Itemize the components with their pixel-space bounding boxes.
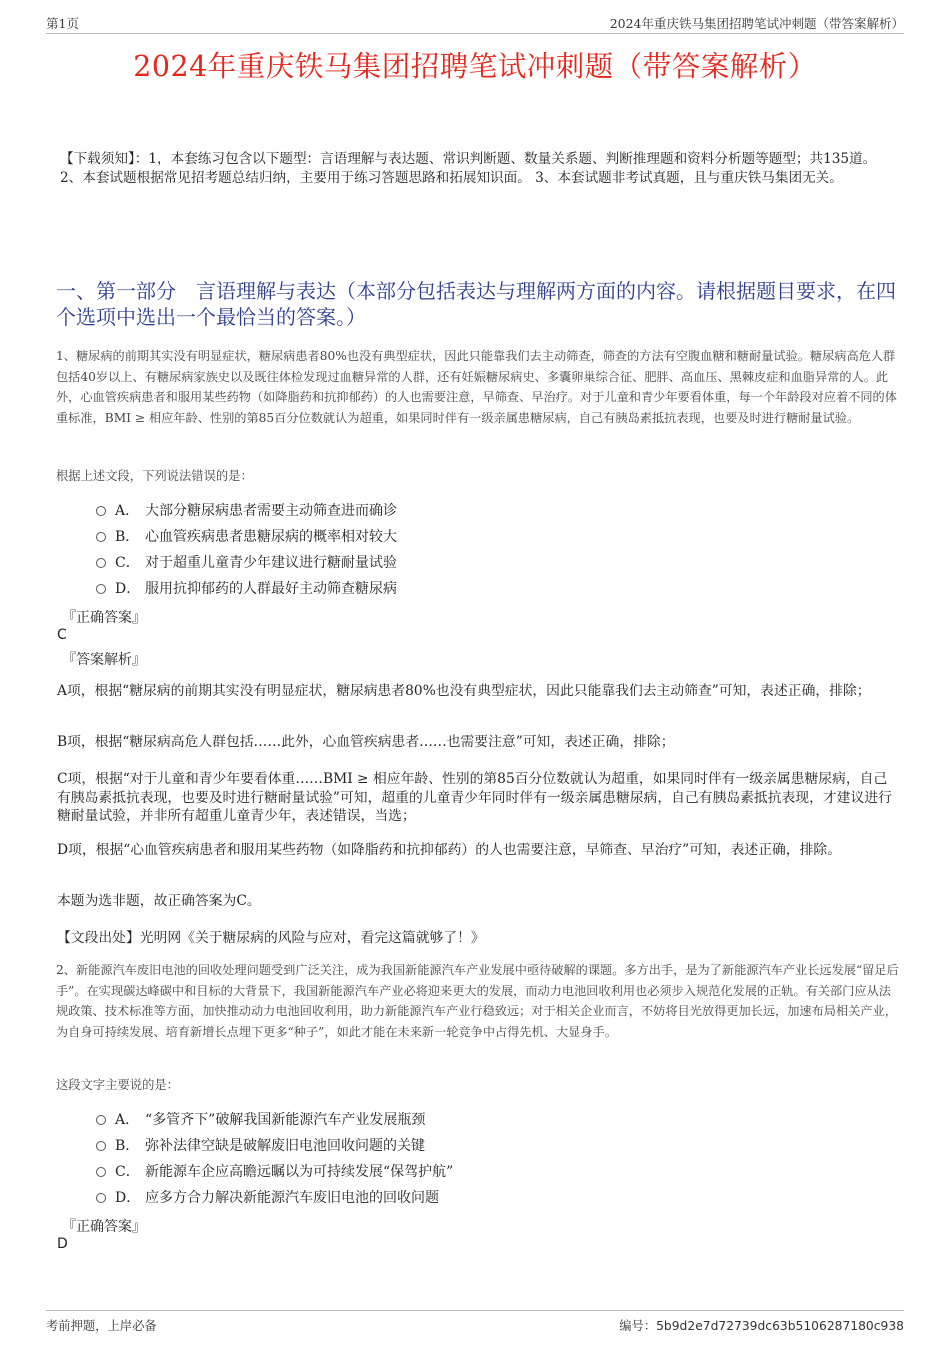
question-2-option-a[interactable]: A． “多管齐下”破解我国新能源汽车产业发展瓶颈 bbox=[96, 1110, 425, 1130]
radio-icon[interactable] bbox=[96, 1167, 106, 1177]
question-1-option-b[interactable]: B． 心血管疾病患者患糖尿病的概率相对较大 bbox=[96, 527, 397, 547]
question-2-text: 2、新能源汽车废旧电池的回收处理问题受到广泛关注，成为我国新能源汽车产业发展中亟待破解的课题。多方出手，是为了新能源汽车产业长远发展“留足后手”。在实现碳达峰碳中和目标的大背景下，我国新能源汽车产业必将迎来更大的发展，而动力电池回收利用也必须步入规范化发展的正轨。有关部门应从法规政策、技术标准等方面，加快推动动力电池回收利用，助力新能源汽车产业行稳致远；对于相关企业而言，不妨将目光放得更加长远，加速布局相关产业，为自身可持续发展、培育新增长点埋下更多“种子”，如此才能在未来新一轮竞争中占得先机、大显身手。 bbox=[56, 963, 899, 1039]
download-notice: 【下载须知】：1，本套练习包含以下题型：言语理解与表达题、常识判断题、数量关系题、判断推理题和资料分析题等题型；共135道。 2、本套试题根据常见招考题总结归纳，主要用于练习答题思路和拓展知识面。 3、本套试题非考试真题，且与重庆铁马集团无关。 bbox=[60, 151, 877, 186]
question-1-prompt: 根据上述文段，下列说法错误的是： bbox=[56, 469, 253, 483]
header-divider bbox=[46, 33, 904, 34]
question-2-option-d[interactable]: D． 应多方合力解决新能源汽车废旧电池的回收问题 bbox=[96, 1188, 439, 1208]
analysis-label: 『答案解析』 bbox=[62, 652, 146, 668]
question-2-prompt: 这段文字主要说的是： bbox=[56, 1078, 179, 1092]
radio-icon[interactable] bbox=[96, 506, 106, 516]
analysis-a: A项，根据“糖尿病的前期其实没有明显症状，糖尿病患者80%也没有典型症状，因此只能靠我们去主动筛查”可知，表述正确，排除； bbox=[57, 683, 871, 699]
radio-icon[interactable] bbox=[96, 1115, 106, 1125]
correct-answer: D bbox=[57, 1236, 68, 1252]
correct-answer: C bbox=[57, 627, 67, 643]
radio-icon[interactable] bbox=[96, 1193, 106, 1203]
analysis-conclusion: 本题为选非题，故正确答案为C。 bbox=[57, 893, 261, 909]
question-2-option-c[interactable]: C． 新能源车企应高瞻远瞩以为可持续发展“保驾护航” bbox=[96, 1162, 453, 1182]
analysis-d: D项，根据“心血管疾病患者和服用某些药物（如降脂药和抗抑郁药）的人也需要注意，早筛查、早治疗”可知，表述正确，排除。 bbox=[57, 842, 841, 858]
question-1-text: 1、糖尿病的前期其实没有明显症状，糖尿病患者80%也没有典型症状，因此只能靠我们去主动筛查，筛查的方法有空腹血糖和糖耐量试验。糖尿病高危人群包括40岁以上、有糖尿病家族史以及既往体检发现过血糖异常的人群，还有妊娠糖尿病史、多囊卵巢综合征、肥胖、高血压、黑棘皮症和血脂异常的人。此外，心血管疾病患者和服用某些药物（如降脂药和抗抑郁药）的人也需要注意，早筛查、早治疗。对于儿童和青少年要看体重，每一个年龄段对应着不同的体重标准，BMI ≥ 相应年龄、性别的第85百分位数就认为超重，如果同时伴有一级亲属患糖尿病，自己有胰岛素抵抗表现，也要及时进行糖耐量试验。 bbox=[56, 349, 897, 425]
answer-label: 『正确答案』 bbox=[62, 1219, 146, 1235]
question-1-option-d[interactable]: D． 服用抗抑郁药的人群最好主动筛查糖尿病 bbox=[96, 579, 397, 599]
radio-icon[interactable] bbox=[96, 558, 106, 568]
section-heading: 一、第一部分 言语理解与表达（本部分包括表达与理解两方面的内容。请根据题目要求，在四个选项中选出一个最恰当的答案。） bbox=[56, 279, 896, 329]
question-2-option-b[interactable]: B． 弥补法律空缺是破解废旧电池回收问题的关键 bbox=[96, 1136, 425, 1156]
page-header bbox=[46, 14, 904, 32]
analysis-c: C项，根据“对于儿童和青少年要看体重……BMI ≥ 相应年龄、性别的第85百分位数就认为超重，如果同时伴有一级亲属患糖尿病，自己有胰岛素抵抗表现，也要及时进行糖耐量试验”可知，超重的儿童青少年同时伴有一级亲属患糖尿病，自己有胰岛素抵抗表现，才建议进行糖耐量试验，并非所有超重儿童青少年，表述错误，当选； bbox=[57, 771, 892, 824]
question-1-option-c[interactable]: C． 对于超重儿童青少年建议进行糖耐量试验 bbox=[96, 553, 397, 573]
footer-divider bbox=[46, 1310, 904, 1311]
question-1-option-a[interactable]: A． 大部分糖尿病患者需要主动筛查进而确诊 bbox=[96, 501, 397, 521]
radio-icon[interactable] bbox=[96, 532, 106, 542]
analysis-b: B项，根据“糖尿病高危人群包括……此外，心血管疾病患者……也需要注意”可知，表述正确，排除； bbox=[57, 734, 675, 750]
answer-label: 『正确答案』 bbox=[62, 610, 146, 626]
footer-slogan: 考前押题，上岸必备 bbox=[46, 1319, 157, 1333]
source-citation: 【文段出处】光明网《关于糖尿病的风险与应对，看完这篇就够了！》 bbox=[57, 930, 485, 946]
document-id: 编号：5b9d2e7d72739dc63b5106287180c938 bbox=[619, 1319, 904, 1333]
header-doc-title: 2024年重庆铁马集团招聘笔试冲刺题（带答案解析） bbox=[609, 16, 904, 31]
radio-icon[interactable] bbox=[96, 1141, 106, 1151]
radio-icon[interactable] bbox=[96, 584, 106, 594]
page-title: 2024年重庆铁马集团招聘笔试冲刺题（带答案解析） bbox=[133, 50, 817, 83]
page-number: 第1页 bbox=[46, 16, 79, 31]
